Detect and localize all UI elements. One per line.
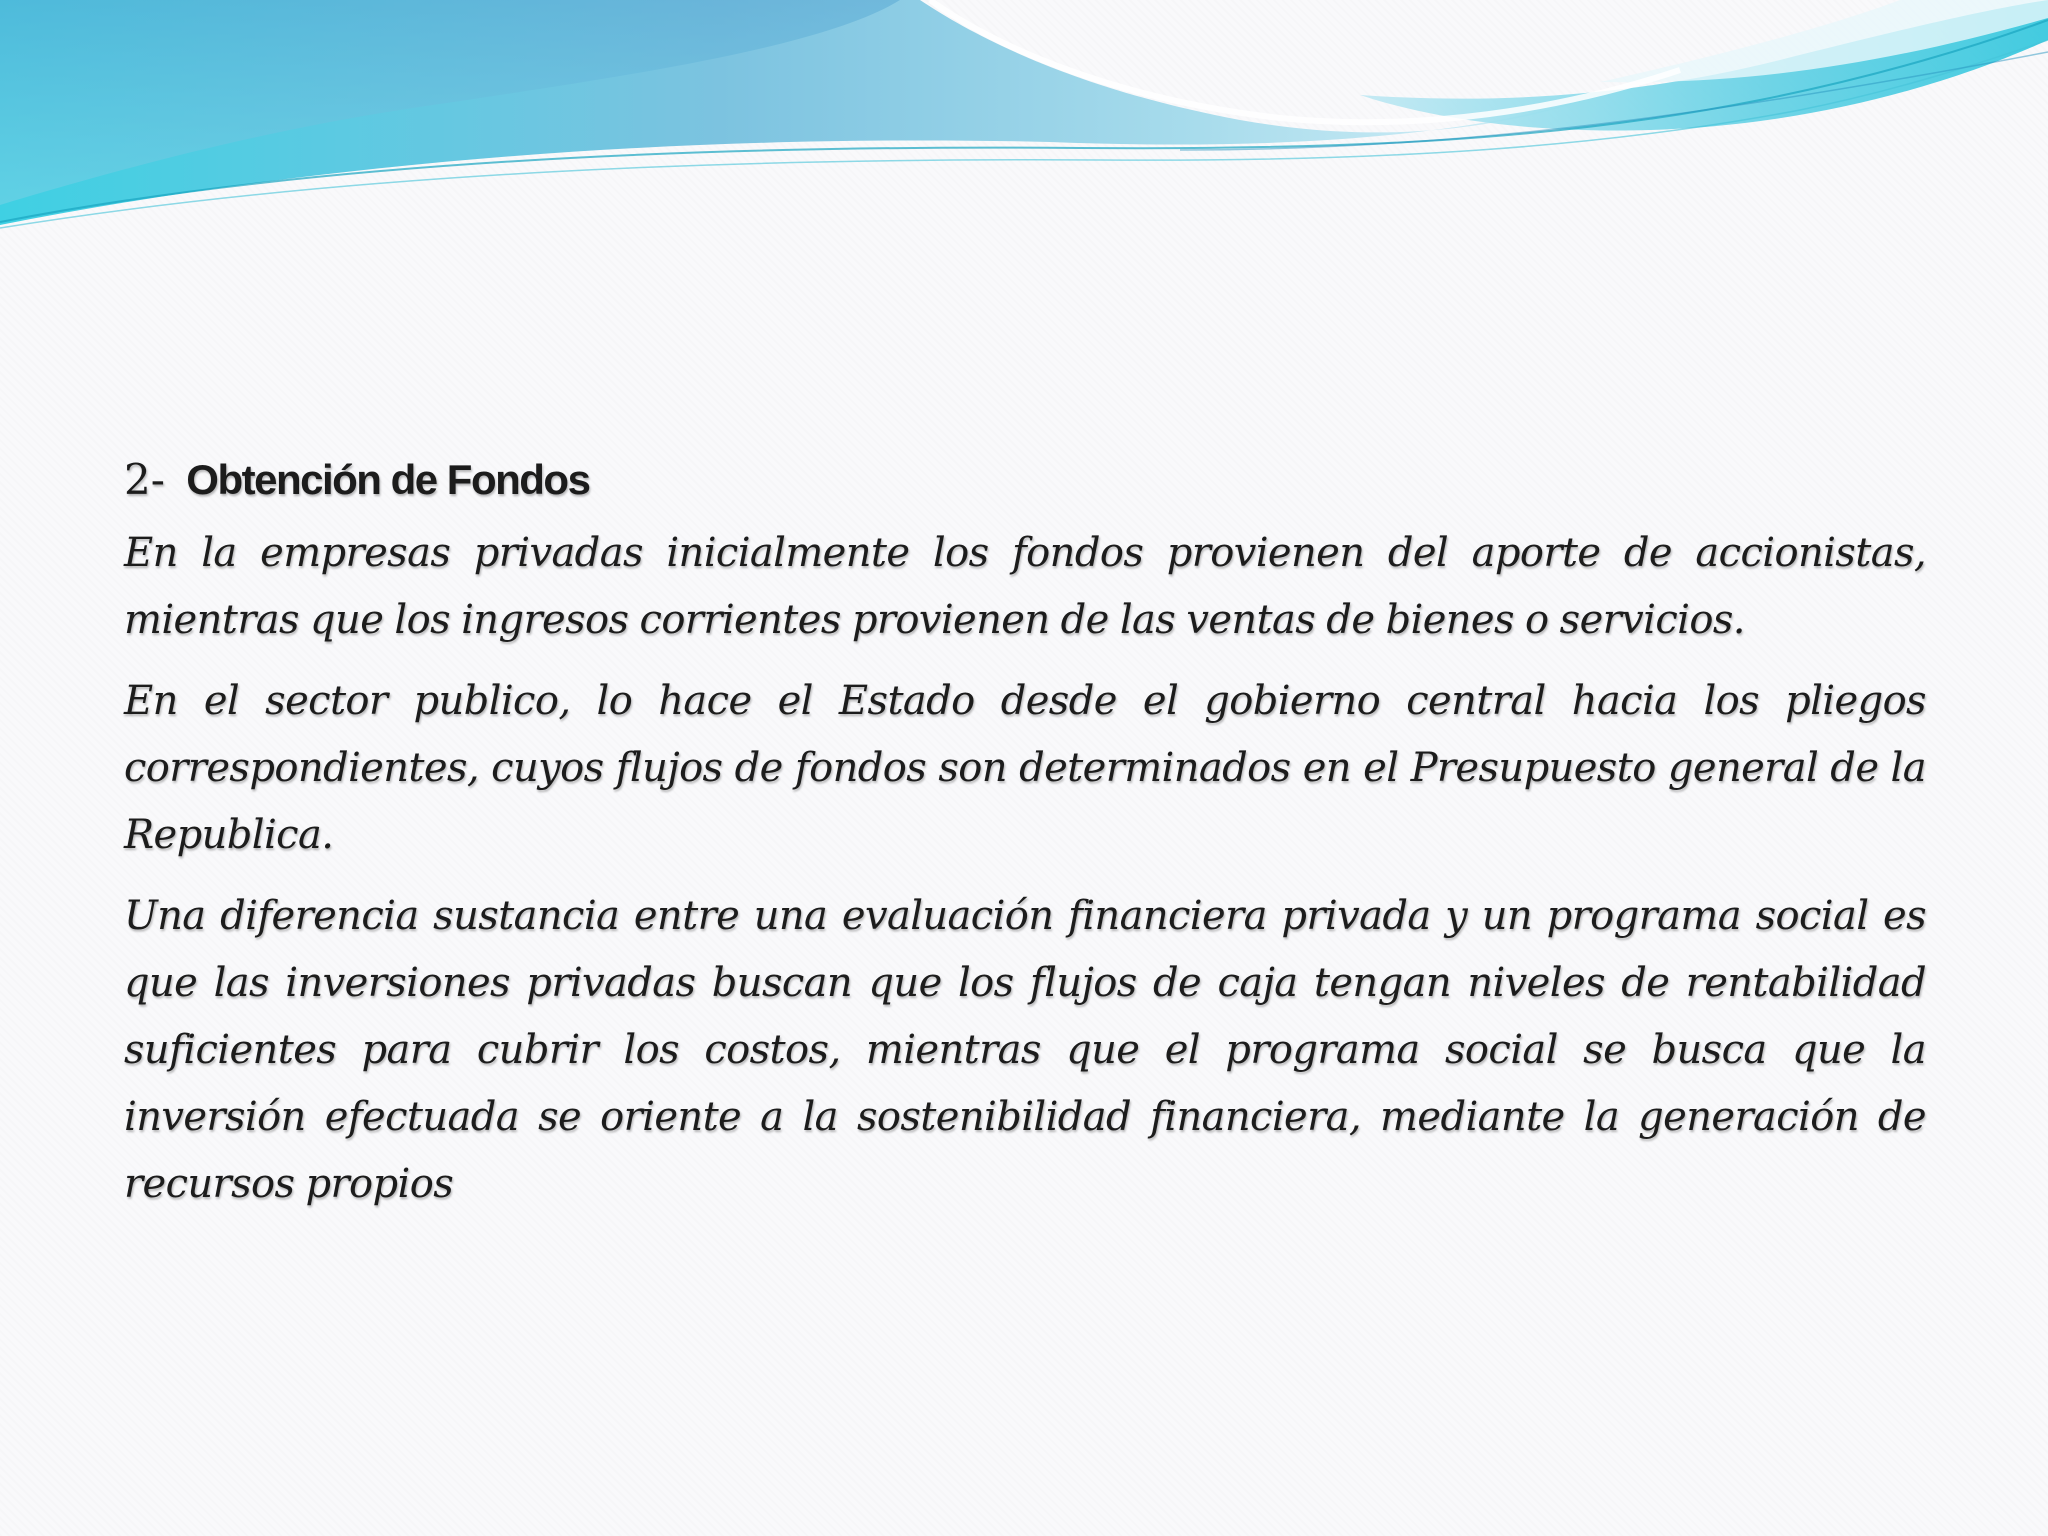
slide-content — [124, 450, 1926, 1232]
paragraph-public-sector: En el sector publico, lo hace el Estado desde el gobierno central hacia los pliegos correspondientes, cuyos flujos de fondos son determinados en el Presupuesto general de la Republica. — [124, 678, 1926, 858]
paragraph-difference: Una diferencia sustancia entre una evaluación financiera privada y un programa social es que las inversiones privadas buscan que los flujos de caja tengan niveles de rentabilidad suficientes para cubrir los costos, mientras que el programa social se busca que la inversión efectuada se oriente a la sostenibilidad financiera, mediante la generación de recursos propios — [124, 893, 1926, 1207]
decorative-wave-header — [0, 0, 2048, 240]
slide-heading — [124, 450, 1926, 510]
heading-title: Obtención de Fondos — [186, 456, 590, 503]
heading-number: 2- — [124, 455, 165, 504]
paragraph-private-funds: En la empresas privadas inicialmente los fondos provienen del aporte de accionistas, mientras que los ingresos corrientes provienen de las ventas de bienes o servicios. — [124, 530, 1926, 643]
